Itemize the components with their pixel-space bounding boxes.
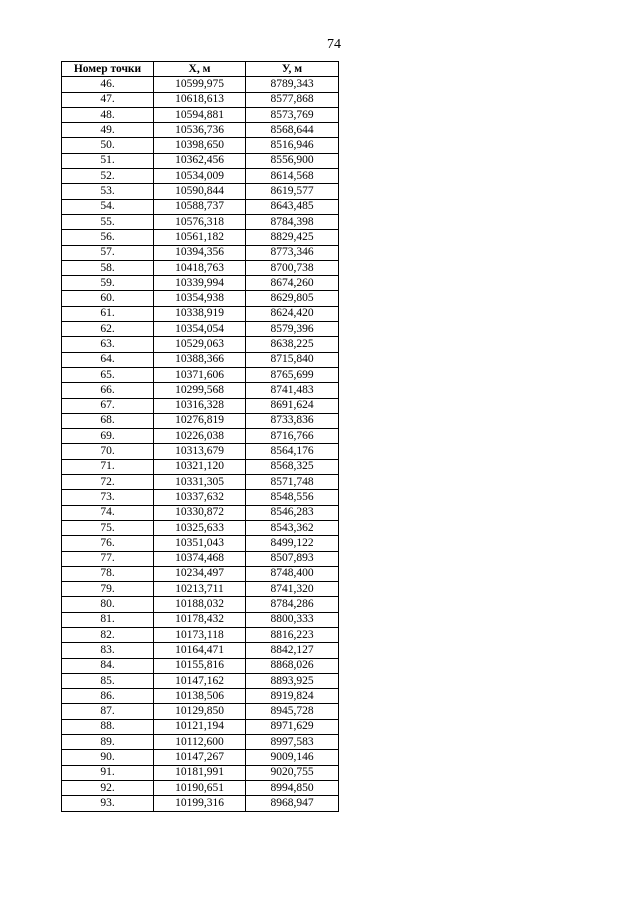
- y-coordinate-cell: 8564,176: [246, 444, 339, 459]
- y-coordinate-cell: 8800,333: [246, 612, 339, 627]
- point-number-cell: 46.: [62, 77, 154, 92]
- x-coordinate-cell: 10276,819: [154, 413, 246, 428]
- y-coordinate-cell: 8784,286: [246, 597, 339, 612]
- point-number-cell: 90.: [62, 750, 154, 765]
- x-coordinate-cell: 10147,267: [154, 750, 246, 765]
- x-coordinate-cell: 10529,063: [154, 337, 246, 352]
- point-number-cell: 48.: [62, 107, 154, 122]
- table-row: [62, 796, 339, 811]
- y-coordinate-cell: 8773,346: [246, 245, 339, 260]
- table-row: [62, 322, 339, 337]
- y-coordinate-cell: 9009,146: [246, 750, 339, 765]
- y-coordinate-cell: 8624,420: [246, 306, 339, 321]
- y-coordinate-cell: 8784,398: [246, 214, 339, 229]
- x-coordinate-cell: 10173,118: [154, 627, 246, 642]
- table-row: [62, 475, 339, 490]
- y-coordinate-cell: 8741,320: [246, 582, 339, 597]
- table-row: [62, 689, 339, 704]
- y-coordinate-cell: 8842,127: [246, 643, 339, 658]
- y-coordinate-cell: 8643,485: [246, 199, 339, 214]
- table-row: [62, 77, 339, 92]
- y-coordinate-cell: 8548,556: [246, 490, 339, 505]
- point-number-cell: 64.: [62, 352, 154, 367]
- table-row: [62, 719, 339, 734]
- x-coordinate-cell: 10178,432: [154, 612, 246, 627]
- table-row: [62, 199, 339, 214]
- point-number-cell: 50.: [62, 138, 154, 153]
- point-number-cell: 68.: [62, 413, 154, 428]
- y-coordinate-cell: 8691,624: [246, 398, 339, 413]
- table-row: [62, 276, 339, 291]
- point-number-cell: 85.: [62, 673, 154, 688]
- y-coordinate-cell: 8919,824: [246, 689, 339, 704]
- x-coordinate-cell: 10536,736: [154, 123, 246, 138]
- table-row: [62, 612, 339, 627]
- y-coordinate-cell: 8507,893: [246, 551, 339, 566]
- point-number-cell: 62.: [62, 322, 154, 337]
- table-row: [62, 520, 339, 535]
- point-number-cell: 79.: [62, 582, 154, 597]
- table-row: [62, 245, 339, 260]
- table-body: [62, 77, 339, 811]
- point-number-cell: 57.: [62, 245, 154, 260]
- table-row: [62, 383, 339, 398]
- y-coordinate-cell: 8716,766: [246, 429, 339, 444]
- table-row: [62, 643, 339, 658]
- table-row: [62, 627, 339, 642]
- x-coordinate-cell: 10190,651: [154, 780, 246, 795]
- point-number-cell: 87.: [62, 704, 154, 719]
- table-row: [62, 780, 339, 795]
- y-coordinate-cell: 8568,325: [246, 459, 339, 474]
- point-number-cell: 61.: [62, 306, 154, 321]
- x-coordinate-cell: 10316,328: [154, 398, 246, 413]
- point-number-cell: 60.: [62, 291, 154, 306]
- table-row: [62, 490, 339, 505]
- x-coordinate-cell: 10121,194: [154, 719, 246, 734]
- y-coordinate-cell: 8700,738: [246, 260, 339, 275]
- x-coordinate-cell: 10155,816: [154, 658, 246, 673]
- x-coordinate-cell: 10534,009: [154, 169, 246, 184]
- x-coordinate-cell: 10188,032: [154, 597, 246, 612]
- x-coordinate-cell: 10398,650: [154, 138, 246, 153]
- point-number-cell: 55.: [62, 214, 154, 229]
- table-row: [62, 658, 339, 673]
- point-number-cell: 59.: [62, 276, 154, 291]
- table-row: [62, 505, 339, 520]
- y-coordinate-cell: 8674,260: [246, 276, 339, 291]
- point-number-cell: 76.: [62, 536, 154, 551]
- table-row: [62, 306, 339, 321]
- table-row: [62, 597, 339, 612]
- x-coordinate-cell: 10138,506: [154, 689, 246, 704]
- table-row: [62, 413, 339, 428]
- point-number-cell: 82.: [62, 627, 154, 642]
- y-coordinate-cell: 8573,769: [246, 107, 339, 122]
- y-coordinate-cell: 8994,850: [246, 780, 339, 795]
- point-number-cell: 89.: [62, 735, 154, 750]
- table-row: [62, 107, 339, 122]
- y-coordinate-cell: 8968,947: [246, 796, 339, 811]
- y-coordinate-cell: 8619,577: [246, 184, 339, 199]
- table-row: [62, 153, 339, 168]
- table-row: [62, 566, 339, 581]
- y-coordinate-cell: 8499,122: [246, 536, 339, 551]
- point-number-cell: 80.: [62, 597, 154, 612]
- y-coordinate-cell: 8638,225: [246, 337, 339, 352]
- x-coordinate-cell: 10374,468: [154, 551, 246, 566]
- table-row: [62, 367, 339, 382]
- x-coordinate-cell: 10388,366: [154, 352, 246, 367]
- y-coordinate-cell: 8568,644: [246, 123, 339, 138]
- header-y-coordinate: У, м: [246, 62, 339, 77]
- table-row: [62, 444, 339, 459]
- header-x-coordinate: X, м: [154, 62, 246, 77]
- point-number-cell: 73.: [62, 490, 154, 505]
- x-coordinate-cell: 10339,994: [154, 276, 246, 291]
- x-coordinate-cell: 10226,038: [154, 429, 246, 444]
- y-coordinate-cell: 8577,868: [246, 92, 339, 107]
- point-number-cell: 78.: [62, 566, 154, 581]
- point-number-cell: 86.: [62, 689, 154, 704]
- table-row: [62, 765, 339, 780]
- x-coordinate-cell: 10590,844: [154, 184, 246, 199]
- table-header-row: [62, 62, 339, 77]
- point-number-cell: 69.: [62, 429, 154, 444]
- point-number-cell: 67.: [62, 398, 154, 413]
- x-coordinate-cell: 10129,850: [154, 704, 246, 719]
- x-coordinate-cell: 10362,456: [154, 153, 246, 168]
- y-coordinate-cell: 8748,400: [246, 566, 339, 581]
- table-row: [62, 169, 339, 184]
- y-coordinate-cell: 8997,583: [246, 735, 339, 750]
- point-number-cell: 54.: [62, 199, 154, 214]
- x-coordinate-cell: 10321,120: [154, 459, 246, 474]
- x-coordinate-cell: 10331,305: [154, 475, 246, 490]
- y-coordinate-cell: 8893,925: [246, 673, 339, 688]
- table-row: [62, 123, 339, 138]
- point-number-cell: 81.: [62, 612, 154, 627]
- point-number-cell: 93.: [62, 796, 154, 811]
- x-coordinate-cell: 10576,318: [154, 214, 246, 229]
- x-coordinate-cell: 10599,975: [154, 77, 246, 92]
- table-row: [62, 230, 339, 245]
- coordinates-table: [61, 61, 339, 812]
- table-row: [62, 735, 339, 750]
- y-coordinate-cell: 8556,900: [246, 153, 339, 168]
- point-number-cell: 88.: [62, 719, 154, 734]
- point-number-cell: 83.: [62, 643, 154, 658]
- table-row: [62, 429, 339, 444]
- table-row: [62, 536, 339, 551]
- x-coordinate-cell: 10594,881: [154, 107, 246, 122]
- header-point-number: Номер точки: [62, 62, 154, 77]
- table-row: [62, 551, 339, 566]
- x-coordinate-cell: 10354,054: [154, 322, 246, 337]
- y-coordinate-cell: 8715,840: [246, 352, 339, 367]
- table-row: [62, 704, 339, 719]
- table-row: [62, 92, 339, 107]
- x-coordinate-cell: 10112,600: [154, 735, 246, 750]
- point-number-cell: 53.: [62, 184, 154, 199]
- point-number-cell: 49.: [62, 123, 154, 138]
- point-number-cell: 47.: [62, 92, 154, 107]
- x-coordinate-cell: 10354,938: [154, 291, 246, 306]
- table-row: [62, 398, 339, 413]
- y-coordinate-cell: 8629,805: [246, 291, 339, 306]
- point-number-cell: 74.: [62, 505, 154, 520]
- table-row: [62, 260, 339, 275]
- x-coordinate-cell: 10199,316: [154, 796, 246, 811]
- table-row: [62, 352, 339, 367]
- x-coordinate-cell: 10337,632: [154, 490, 246, 505]
- x-coordinate-cell: 10618,613: [154, 92, 246, 107]
- x-coordinate-cell: 10394,356: [154, 245, 246, 260]
- x-coordinate-cell: 10313,679: [154, 444, 246, 459]
- x-coordinate-cell: 10561,182: [154, 230, 246, 245]
- point-number-cell: 70.: [62, 444, 154, 459]
- table-row: [62, 184, 339, 199]
- y-coordinate-cell: 8614,568: [246, 169, 339, 184]
- y-coordinate-cell: 8516,946: [246, 138, 339, 153]
- point-number-cell: 63.: [62, 337, 154, 352]
- table-row: [62, 582, 339, 597]
- x-coordinate-cell: 10213,711: [154, 582, 246, 597]
- y-coordinate-cell: 8789,343: [246, 77, 339, 92]
- x-coordinate-cell: 10325,633: [154, 520, 246, 535]
- point-number-cell: 58.: [62, 260, 154, 275]
- point-number-cell: 72.: [62, 475, 154, 490]
- table-row: [62, 673, 339, 688]
- point-number-cell: 75.: [62, 520, 154, 535]
- x-coordinate-cell: 10181,991: [154, 765, 246, 780]
- x-coordinate-cell: 10338,919: [154, 306, 246, 321]
- x-coordinate-cell: 10147,162: [154, 673, 246, 688]
- point-number-cell: 65.: [62, 367, 154, 382]
- y-coordinate-cell: 8579,396: [246, 322, 339, 337]
- x-coordinate-cell: 10164,471: [154, 643, 246, 658]
- point-number-cell: 51.: [62, 153, 154, 168]
- y-coordinate-cell: 8816,223: [246, 627, 339, 642]
- table-row: [62, 459, 339, 474]
- y-coordinate-cell: 8971,629: [246, 719, 339, 734]
- x-coordinate-cell: 10234,497: [154, 566, 246, 581]
- point-number-cell: 71.: [62, 459, 154, 474]
- y-coordinate-cell: 8945,728: [246, 704, 339, 719]
- y-coordinate-cell: 8829,425: [246, 230, 339, 245]
- point-number-cell: 77.: [62, 551, 154, 566]
- table-row: [62, 750, 339, 765]
- y-coordinate-cell: 8765,699: [246, 367, 339, 382]
- y-coordinate-cell: 8733,836: [246, 413, 339, 428]
- x-coordinate-cell: 10299,568: [154, 383, 246, 398]
- y-coordinate-cell: 8543,362: [246, 520, 339, 535]
- table-row: [62, 337, 339, 352]
- table-row: [62, 291, 339, 306]
- point-number-cell: 56.: [62, 230, 154, 245]
- x-coordinate-cell: 10371,606: [154, 367, 246, 382]
- table-row: [62, 138, 339, 153]
- page-number: 74: [327, 37, 341, 52]
- x-coordinate-cell: 10588,737: [154, 199, 246, 214]
- point-number-cell: 52.: [62, 169, 154, 184]
- y-coordinate-cell: 8571,748: [246, 475, 339, 490]
- y-coordinate-cell: 8868,026: [246, 658, 339, 673]
- x-coordinate-cell: 10351,043: [154, 536, 246, 551]
- table-row: [62, 214, 339, 229]
- point-number-cell: 84.: [62, 658, 154, 673]
- point-number-cell: 92.: [62, 780, 154, 795]
- y-coordinate-cell: 8741,483: [246, 383, 339, 398]
- y-coordinate-cell: 9020,755: [246, 765, 339, 780]
- point-number-cell: 66.: [62, 383, 154, 398]
- x-coordinate-cell: 10330,872: [154, 505, 246, 520]
- y-coordinate-cell: 8546,283: [246, 505, 339, 520]
- point-number-cell: 91.: [62, 765, 154, 780]
- x-coordinate-cell: 10418,763: [154, 260, 246, 275]
